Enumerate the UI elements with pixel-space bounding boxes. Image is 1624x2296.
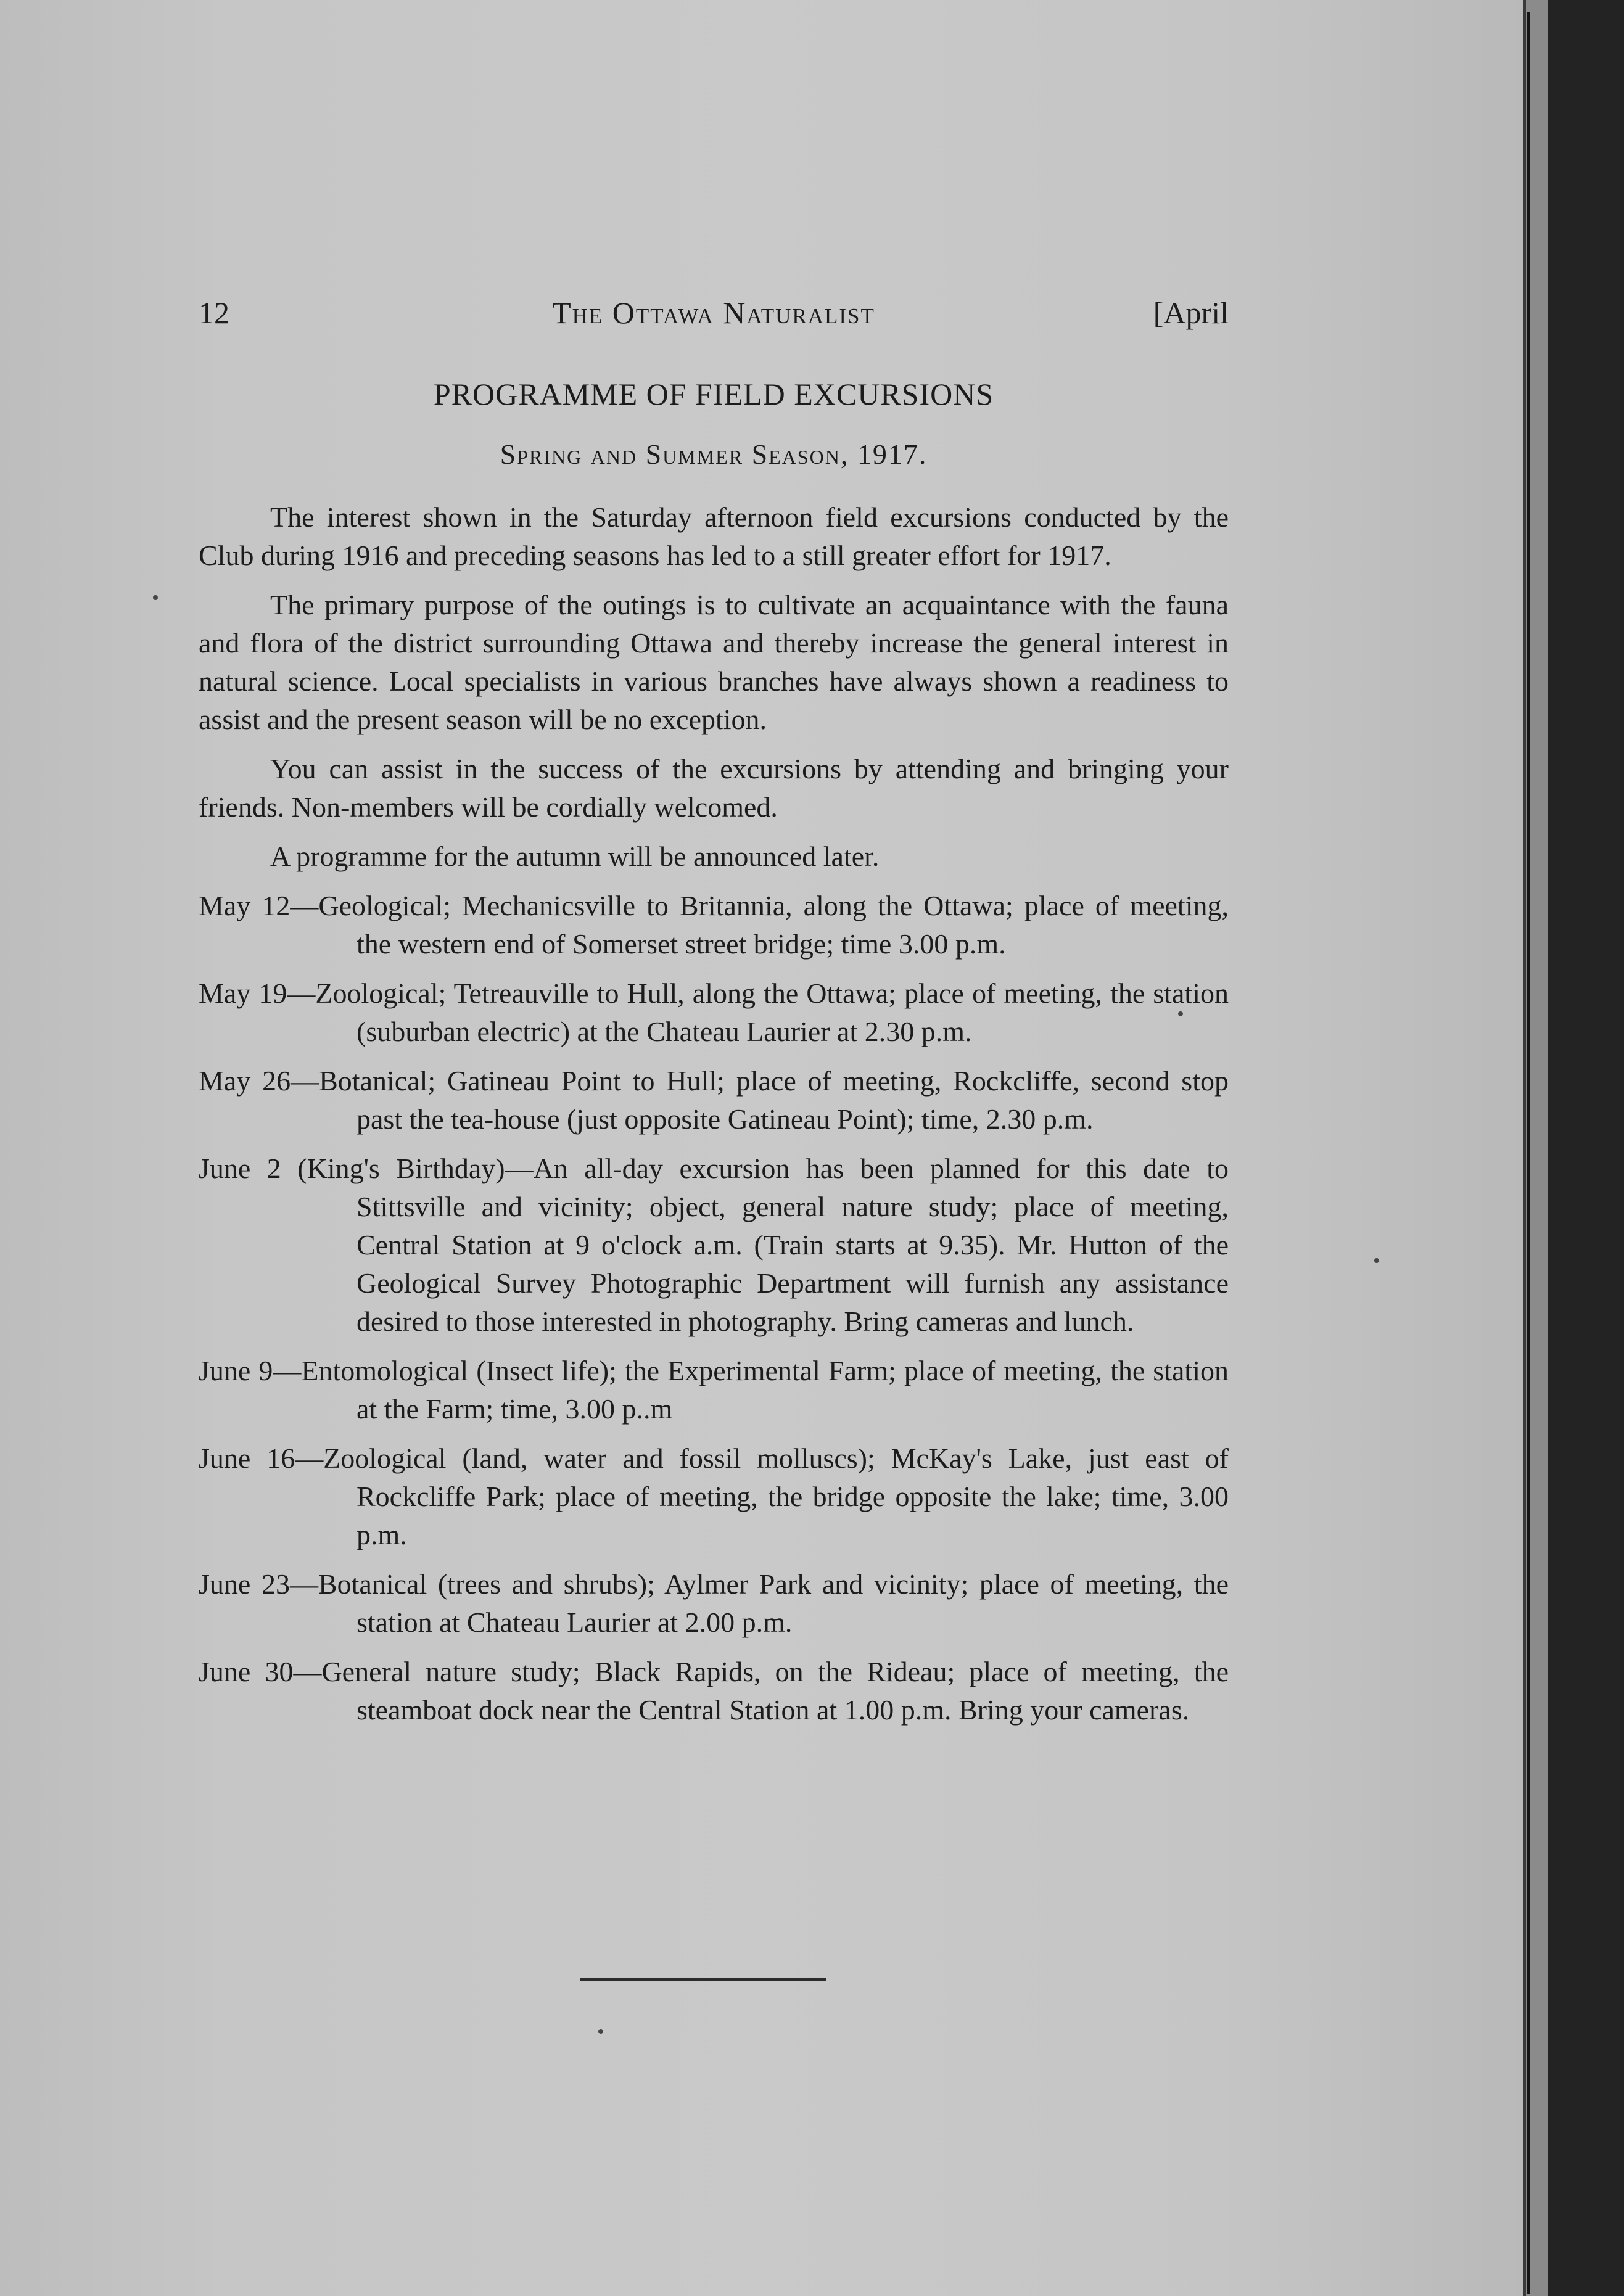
- ink-speck: [1178, 1011, 1183, 1016]
- purpose-paragraph: The primary purpose of the outings is to cultivate an acquaintance with the fauna and flora of the district surrounding Ottawa and thereby increase the general interest in natural science. Local specialists in various branches have always shown a readiness to assist and the present season will be no exception.: [199, 589, 1229, 735]
- excursion-entry: June 23—Botanical (trees and shrubs); Aylmer Park and vicinity; place of meeting, the station at Chateau Laurier at 2.00 p.m.: [199, 1568, 1229, 1638]
- excursion-entry: June 16—Zoological (land, water and fossil molluscs); McKay's Lake, just east of Rockcliffe Park; place of meeting, the bridge opposite the lake; time, 3.00 p.m.: [199, 1442, 1229, 1550]
- autumn-note-paragraph: A programme for the autumn will be announced later.: [270, 841, 880, 872]
- ink-speck: [598, 2029, 603, 2034]
- excursion-entry: June 9—Entomological (Insect life); the Experimental Farm; place of meeting, the station at the Farm; time, 3.00 p..m: [199, 1355, 1229, 1425]
- closing-rule: [580, 1978, 826, 1981]
- intro-paragraph: The interest shown in the Saturday afternoon field excursions conducted by the Club during 1916 and preceding seasons has led to a still greater effort for 1917.: [199, 501, 1229, 571]
- article-body: [199, 498, 1229, 1740]
- issue-month: [April: [1153, 295, 1229, 330]
- invitation-paragraph: You can assist in the success of the excursions by attending and bringing your friends. Non-members will be cordially welcomed.: [199, 753, 1229, 823]
- excursion-entry: May 12—Geological; Mechanicsville to Britannia, along the Ottawa; place of meeting, the western end of Somerset street bridge; time 3.00 p.m.: [199, 890, 1229, 960]
- running-header: [199, 295, 1229, 344]
- ink-speck: [1374, 1258, 1379, 1263]
- binding-line: [1527, 12, 1530, 2294]
- ink-speck: [153, 595, 158, 600]
- article-title: PROGRAMME OF FIELD EXCURSIONS: [433, 377, 994, 411]
- excursion-entry: May 19—Zoological; Tetreauville to Hull, along the Ottawa; place of meeting, the station (suburban electric) at the Chateau Laurier at 2.30 p.m.: [199, 977, 1229, 1047]
- excursion-entry: May 26—Botanical; Gatineau Point to Hull; place of meeting, Rockcliffe, second stop past the tea-house (just opposite Gatineau Point); time, 2.30 p.m.: [199, 1065, 1229, 1135]
- excursion-entry: June 2 (King's Birthday)—An all-day excursion has been planned for this date to Stittsville and vicinity; object, general nature study; place of meeting, Central Station at 9 o'clock a.m. (Train starts at 9.35). Mr. Hutton of the Geological Survey Photographic Department will furnish any assistance desired to those interested in photography. Bring cameras and lunch.: [199, 1153, 1229, 1337]
- excursion-entry: June 30—General nature study; Black Rapids, on the Rideau; place of meeting, the steamboat dock near the Central Station at 1.00 p.m. Bring your cameras.: [199, 1656, 1229, 1726]
- journal-title: The Ottawa Naturalist: [552, 295, 875, 330]
- article-subtitle: Spring and Summer Season, 1917.: [500, 438, 928, 470]
- page-number: 12: [199, 295, 229, 330]
